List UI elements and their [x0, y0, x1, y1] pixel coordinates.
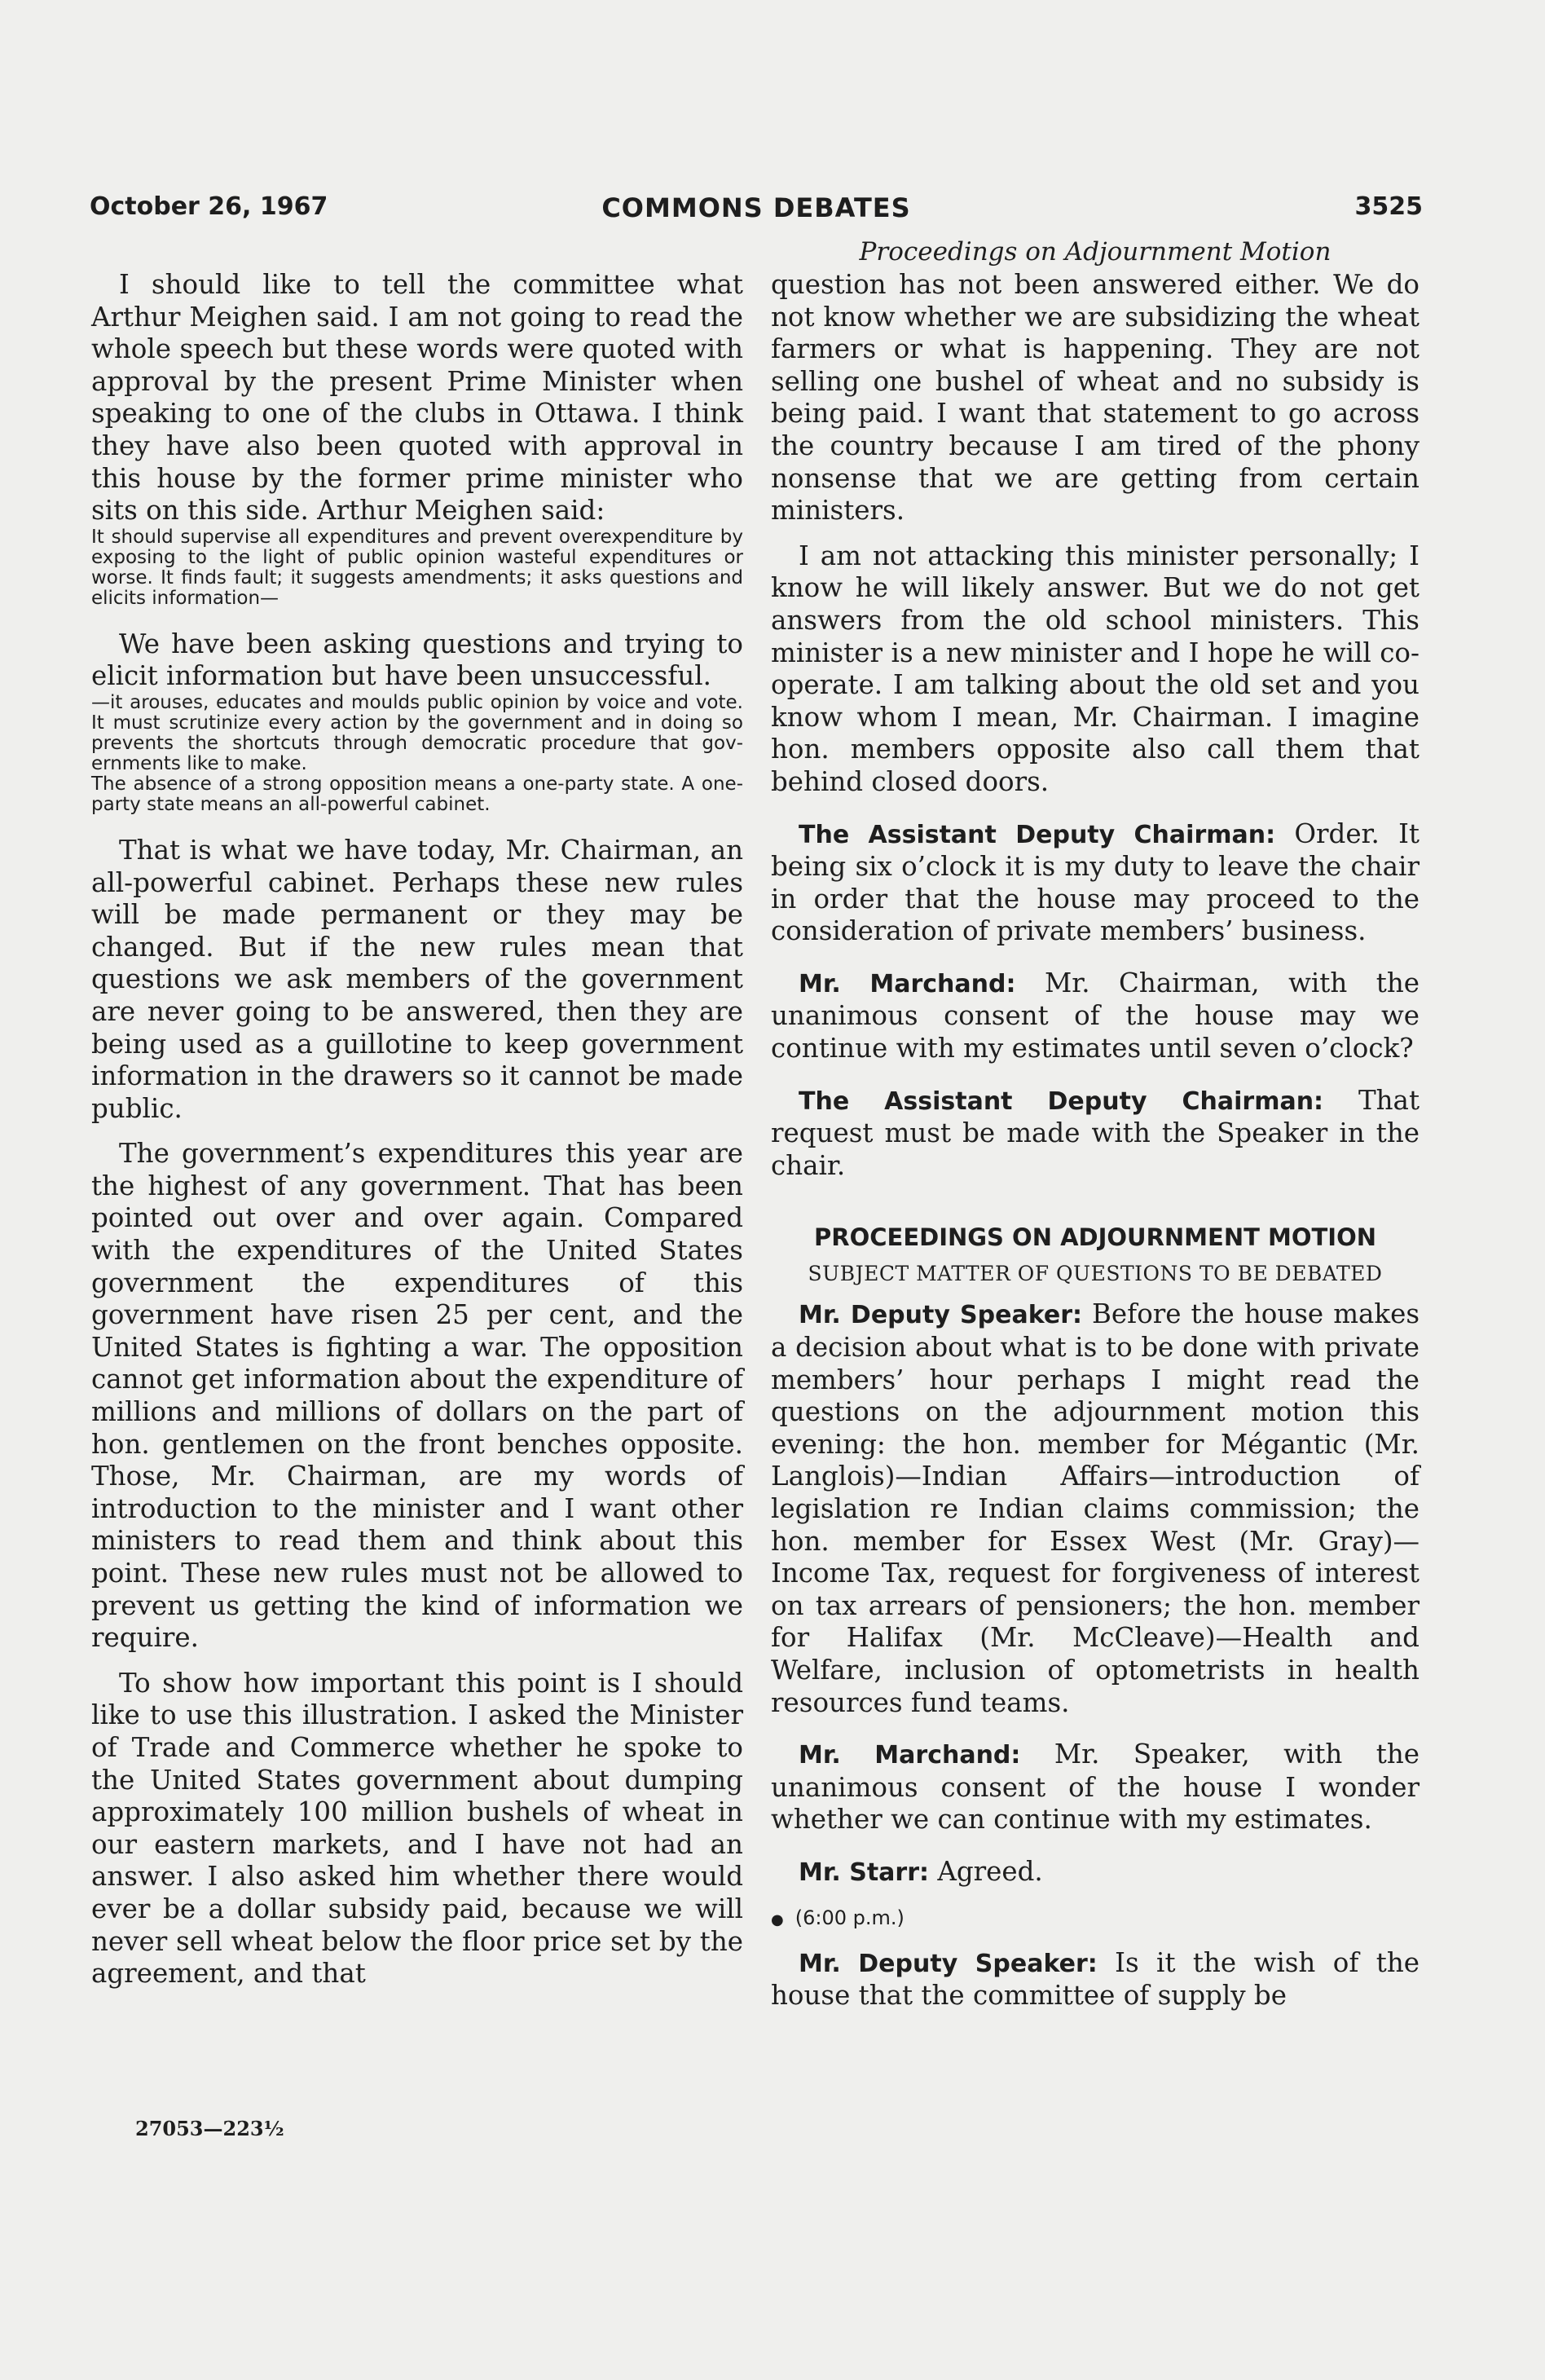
speech-paragraph: [771, 1947, 1420, 2012]
paragraph: question has not been answered either. We do not know whether we are subsidizing the wheat farmers or what is happening. They are not selling one bushel of wheat and no subsidy is being paid. I want that statement to go across the country because I am tired of the phony nonsense that we are getting from certain ministers.: [771, 269, 1420, 527]
speech-text: Agreed.: [937, 1855, 1043, 1887]
speech-text: Mr. Chairman, with the unanimous consent of the house may we continue with my estimates until seven o’clock?: [771, 967, 1420, 1064]
paragraph: To show how important this point is I should like to use this illustration. I asked the Minister of Trade and Commerce whether he spoke to the United States government about dumping approximately 100 million bushels of wheat in our eastern markets, and I have not had an answer. I also asked him whether there would ever be a dollar subsidy paid, because we will never sell wheat below the floor price set by the agreement, and that: [91, 1667, 743, 1990]
time-stamp-line: [771, 1904, 1420, 1934]
time-stamp: (6:00 p.m.): [795, 1906, 905, 1929]
speaker-name: Mr. Starr:: [799, 1858, 929, 1887]
running-head: Proceedings on Adjournment Motion: [859, 237, 1332, 267]
left-column: [91, 269, 743, 1990]
speaker-name: The Assistant Deputy Chairman:: [799, 1086, 1324, 1116]
paragraph: That is what we have today, Mr. Chairman, an all-powerful cabinet. Perhaps these new rules will be made permanent or they may be changed. But if the new rules mean that questions we ask members of the government are never going to be answered, then they are being used as a guillotine to keep government information in the drawers so it cannot be made public.: [91, 834, 743, 1124]
speech-paragraph: [771, 818, 1420, 948]
bullet-icon: ●: [771, 1911, 784, 1928]
header-date: October 26, 1967: [90, 192, 328, 221]
paragraph: I should like to tell the committee what Arthur Meighen said. I am not going to read the whole speech but these words were quoted with approval by the present Prime Minister when speaking to one of the clubs in Ottawa. I think they have also been quoted with approval in this house by the former prime minister who sits on this side. Arthur Meighen said:: [91, 269, 743, 527]
paragraph: The government’s expenditures this year are the highest of any government. That has been pointed out over and over again. Compared with the expenditures of the United States government the expenditures of this government have risen 25 per cent, and the United States is fighting a war. The opposition cannot get information about the expenditure of millions and millions of dollars on the part of hon. gentlemen on the front benches opposite. Those, Mr. Chairman, are my words of introduction to the minister and I want other ministers to read them and think about this point. These new rules must not be allowed to prevent us getting the kind of information we require.: [91, 1138, 743, 1654]
block-quote: —it arouses, educates and moulds public opinion by voice and vote. It must scrutinize every action by the government and in doing so prevents the shortcuts through democratic procedure that governments like to make.: [91, 691, 743, 774]
speech-text: That request must be made with the Speaker in the chair.: [771, 1084, 1420, 1181]
paragraph: We have been asking questions and trying to elicit information but have been unsuccessful.: [91, 628, 743, 692]
speech-paragraph: [771, 1298, 1420, 1719]
printer-code: 27053—223½: [135, 2117, 284, 2140]
block-quote: The absence of a strong opposition means a one-party state. A one-party state means an all-powerful cabinet.: [91, 773, 743, 815]
speech-text: Mr. Speaker, with the unanimous consent of the house I wonder whether we can continue with my estimates.: [771, 1739, 1420, 1836]
speech-paragraph: [771, 1856, 1420, 1889]
speech-paragraph: [771, 1085, 1420, 1183]
right-column: [771, 236, 1420, 2012]
header-title: COMMONS DEBATES: [601, 192, 911, 223]
page-header: [90, 192, 1423, 233]
subheading: SUBJECT MATTER OF QUESTIONS TO BE DEBATED: [808, 1262, 1383, 1286]
header-page-number: 3525: [1354, 192, 1423, 221]
speech-text: Is it the wish of the house that the committee of supply be: [771, 1946, 1420, 2012]
speech-text: Before the house makes a decision about what is to be done with private members’ hour perhaps I might read the questions on the adjournment motion this evening: the hon. member for Mégantic (Mr. Langlois)—Indian Affairs—introduction of legislation re Indian claims commission; the hon. member for Essex West (Mr. Gray)—Income Tax, request for forgiveness of interest on tax arrears of pensioners; the hon. member for Halifax (Mr. McCleave)—Health and Welfare, inclusion of optometrists in health resources fund teams.: [771, 1298, 1420, 1718]
speech-paragraph: [771, 1739, 1420, 1836]
section-heading: PROCEEDINGS ON ADJOURNMENT MOTION: [813, 1223, 1376, 1252]
paragraph: I am not attacking this minister personally; I know he will likely answer. But we do not get answers from the old school ministers. This minister is a new minister and I hope he will co-operate. I am talking about the old set and you know whom I mean, Mr. Chairman. I imagine hon. members opposite also call them that behind closed doors.: [771, 540, 1420, 797]
speaker-name: Mr. Deputy Speaker:: [799, 1301, 1082, 1330]
speech-text: Order. It being six o’clock it is my duty to leave the chair in order that the house may proceed to the consideration of private members’ business.: [771, 818, 1420, 947]
speech-paragraph: [771, 967, 1420, 1065]
speaker-name: Mr. Deputy Speaker:: [799, 1949, 1098, 1978]
speaker-name: The Assistant Deputy Chairman:: [799, 820, 1276, 849]
speaker-name: Mr. Marchand:: [799, 1741, 1021, 1770]
speaker-name: Mr. Marchand:: [799, 969, 1016, 998]
block-quote: It should supervise all expenditures and prevent overexpenditure by exposing to the light of public opinion wasteful expenditures or worse. It finds fault; it suggests amendments; it asks questions and elicits information—: [91, 526, 743, 609]
